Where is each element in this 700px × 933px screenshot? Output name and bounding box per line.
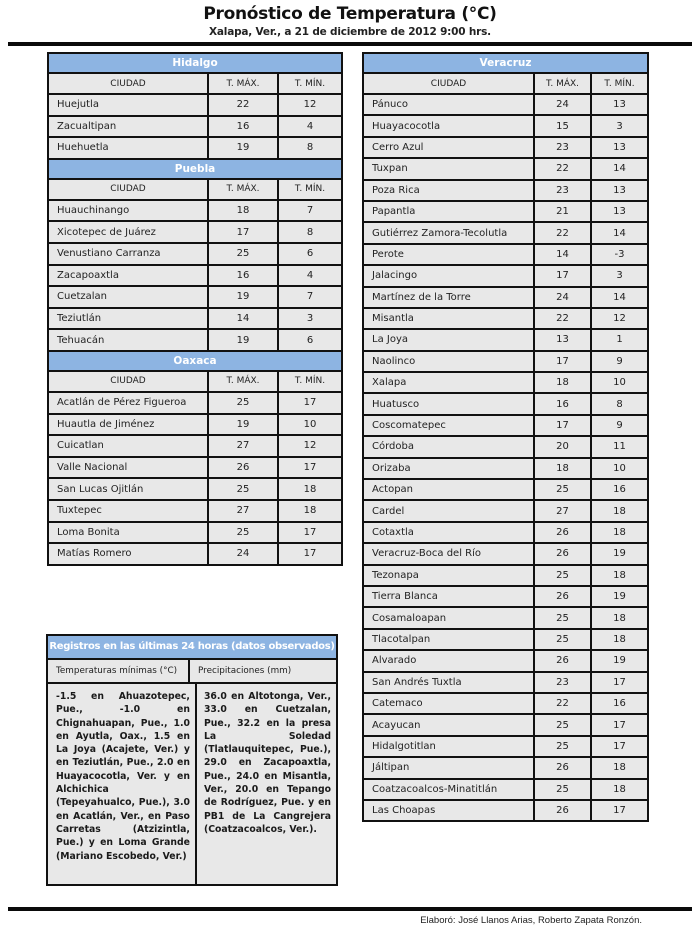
state-header-veracruz: Veracruz <box>363 53 648 73</box>
table-row <box>48 457 342 479</box>
city-name: Huayacocotla <box>363 115 534 136</box>
min-temp: 17 <box>591 672 648 693</box>
table-row <box>363 629 648 650</box>
max-temp: 25 <box>208 243 278 265</box>
column-header-min: T. MÍN. <box>278 179 342 200</box>
min-temp: 13 <box>591 180 648 201</box>
column-header-max: T. MÁX. <box>208 179 278 200</box>
max-temp: 27 <box>534 500 591 521</box>
min-temp: 17 <box>278 392 342 414</box>
min-temp: 6 <box>278 243 342 265</box>
city-name: Cardel <box>363 500 534 521</box>
table-row <box>363 607 648 628</box>
table-row <box>363 244 648 265</box>
max-temp: 23 <box>534 137 591 158</box>
min-temp: 17 <box>278 543 342 565</box>
city-name: Poza Rica <box>363 180 534 201</box>
city-name: San Lucas Ojitlán <box>48 478 208 500</box>
table-row <box>48 392 342 414</box>
min-temp: 4 <box>278 116 342 138</box>
city-name: Huautla de Jiménez <box>48 414 208 436</box>
min-temp: 8 <box>278 137 342 159</box>
max-temp: 24 <box>534 287 591 308</box>
table-row <box>363 372 648 393</box>
min-temp: 13 <box>591 137 648 158</box>
min-temp: 10 <box>278 414 342 436</box>
min-temp: 13 <box>591 201 648 222</box>
city-name: Coatzacoalcos-Minatitlán <box>363 779 534 800</box>
forecast-table-hidalgo-puebla-oaxaca <box>47 52 343 566</box>
table-row <box>363 287 648 308</box>
min-temp: 16 <box>591 693 648 714</box>
precip-label: Precipitaciones (mm) <box>198 666 292 676</box>
min-temp: 10 <box>591 458 648 479</box>
max-temp: 21 <box>534 201 591 222</box>
precip-text: 36.0 en Altotonga, Ver., 33.0 en Cuetzalan, Pue., 32.2 en la presa La Soledad (Tlatlauquitepec, Pue.), 29.0 en Zacapoaxtla, Pue., 24.0 en Misantla, Ver., 20.0 en Tepango de Rodríguez, Pue. y en PB1 de La Cangrejera (Coatzacoalcos, Ver.). <box>203 691 331 835</box>
max-temp: 25 <box>534 736 591 757</box>
min-temp: 18 <box>591 607 648 628</box>
min-temp: 14 <box>591 158 648 179</box>
table-row <box>363 265 648 286</box>
min-temp: 18 <box>591 565 648 586</box>
min-temp: 9 <box>591 415 648 436</box>
city-name: Gutiérrez Zamora-Tecolutla <box>363 222 534 243</box>
min-temp: 17 <box>278 457 342 479</box>
table-row <box>363 800 648 821</box>
min-temp: 17 <box>278 522 342 544</box>
city-name: Loma Bonita <box>48 522 208 544</box>
max-temp: 16 <box>208 116 278 138</box>
min-temp: 11 <box>591 436 648 457</box>
min-temp: 12 <box>591 308 648 329</box>
top-divider <box>8 42 692 46</box>
city-name: Tehuacán <box>48 329 208 351</box>
min-temp: 18 <box>591 500 648 521</box>
min-temp: 12 <box>278 435 342 457</box>
table-row <box>363 779 648 800</box>
column-header-city: CIUDAD <box>48 73 208 94</box>
table-row <box>363 436 648 457</box>
table-row <box>48 94 342 116</box>
state-header-hidalgo: Hidalgo <box>48 53 342 73</box>
max-temp: 27 <box>208 435 278 457</box>
table-row <box>363 180 648 201</box>
table-row <box>48 543 342 565</box>
min-temp: 19 <box>591 650 648 671</box>
table-row <box>363 714 648 735</box>
table-row <box>48 221 342 243</box>
city-name: Cosamaloapan <box>363 607 534 628</box>
page-title: Pronóstico de Temperatura (°C) <box>203 4 497 24</box>
column-header-min: T. MÍN. <box>591 73 648 94</box>
max-temp: 25 <box>534 779 591 800</box>
max-temp: 25 <box>534 479 591 500</box>
city-name: Actopan <box>363 479 534 500</box>
table-row <box>363 415 648 436</box>
min-temp: 6 <box>278 329 342 351</box>
city-name: Acayucan <box>363 714 534 735</box>
city-name: Perote <box>363 244 534 265</box>
city-name: Huehuetla <box>48 137 208 159</box>
table-row <box>363 500 648 521</box>
table-row <box>363 94 648 115</box>
min-temp: 19 <box>591 543 648 564</box>
max-temp: 14 <box>534 244 591 265</box>
max-temp: 16 <box>208 265 278 287</box>
city-name: Matías Romero <box>48 543 208 565</box>
min-temp: -3 <box>591 244 648 265</box>
min-temp: 16 <box>591 479 648 500</box>
max-temp: 18 <box>534 372 591 393</box>
table-row <box>48 435 342 457</box>
city-name: Huauchinango <box>48 200 208 222</box>
table-row <box>363 458 648 479</box>
city-name: Veracruz-Boca del Río <box>363 543 534 564</box>
min-temp-text: -1.5 en Ahuazotepec, Pue., -1.0 en Chignahuapan, Pue., 1.0 en Ayutla, Oax., 1.5 en La Joya (Acajete, Ver.) y en Teziutlán, Pue., 2.0 en Huayacocotla, Ver. y en Alchichica (Tepeyahualco, Pue.), 3.0 en Acatlán, Ver., en Paso Carretas (Atzizintla, Pue.) y en Loma Grande (Mariano Escobedo, Ver.) <box>48 684 197 886</box>
city-name: Xicotepec de Juárez <box>48 221 208 243</box>
max-temp: 26 <box>534 800 591 821</box>
table-row <box>363 565 648 586</box>
table-row <box>363 522 648 543</box>
max-temp: 14 <box>208 308 278 330</box>
table-row <box>363 650 648 671</box>
table-row <box>48 329 342 351</box>
city-name: Misantla <box>363 308 534 329</box>
min-temp: 14 <box>591 222 648 243</box>
column-header-max: T. MÁX. <box>208 73 278 94</box>
city-name: Zacualtipan <box>48 116 208 138</box>
max-temp: 22 <box>208 94 278 116</box>
city-name: Catemaco <box>363 693 534 714</box>
min-temp: 18 <box>591 779 648 800</box>
city-name: San Andrés Tuxtla <box>363 672 534 693</box>
city-name: Córdoba <box>363 436 534 457</box>
max-temp: 17 <box>534 265 591 286</box>
column-header-min: T. MÍN. <box>278 73 342 94</box>
max-temp: 22 <box>534 693 591 714</box>
min-temp: 17 <box>591 800 648 821</box>
max-temp: 25 <box>534 629 591 650</box>
city-name: Huatusco <box>363 393 534 414</box>
city-name: La Joya <box>363 329 534 350</box>
max-temp: 20 <box>534 436 591 457</box>
min-temp: 18 <box>278 500 342 522</box>
min-temp-label: Temperaturas mínimas (°C) <box>48 660 190 682</box>
city-name: Valle Nacional <box>48 457 208 479</box>
min-temp: 7 <box>278 286 342 308</box>
table-row <box>363 672 648 693</box>
max-temp: 27 <box>208 500 278 522</box>
max-temp: 17 <box>534 351 591 372</box>
max-temp: 25 <box>208 392 278 414</box>
max-temp: 19 <box>208 137 278 159</box>
table-row <box>363 115 648 136</box>
table-row <box>363 479 648 500</box>
table-row <box>48 478 342 500</box>
min-temp: 19 <box>591 586 648 607</box>
state-header-puebla: Puebla <box>48 159 342 179</box>
column-header-min: T. MÍN. <box>278 371 342 392</box>
city-name: Tuxpan <box>363 158 534 179</box>
min-temp: 8 <box>278 221 342 243</box>
city-name: Cuicatlan <box>48 435 208 457</box>
table-row <box>48 500 342 522</box>
city-name: Cuetzalan <box>48 286 208 308</box>
column-header-max: T. MÁX. <box>208 371 278 392</box>
city-name: Jalacingo <box>363 265 534 286</box>
table-row <box>48 137 342 159</box>
table-row <box>363 158 648 179</box>
min-temp: 3 <box>278 308 342 330</box>
max-temp: 26 <box>534 650 591 671</box>
city-name: Hidalgotitlan <box>363 736 534 757</box>
city-name: Jáltipan <box>363 757 534 778</box>
table-row <box>363 351 648 372</box>
max-temp: 23 <box>534 180 591 201</box>
table-row <box>48 116 342 138</box>
city-name: Naolinco <box>363 351 534 372</box>
max-temp: 25 <box>208 478 278 500</box>
city-name: Cotaxtla <box>363 522 534 543</box>
min-temp: 3 <box>591 265 648 286</box>
min-temp: 17 <box>591 714 648 735</box>
max-temp: 22 <box>534 222 591 243</box>
max-temp: 18 <box>534 458 591 479</box>
city-name: Alvarado <box>363 650 534 671</box>
table-row <box>48 200 342 222</box>
min-temp: 18 <box>278 478 342 500</box>
max-temp: 17 <box>208 221 278 243</box>
min-temp: 8 <box>591 393 648 414</box>
max-temp: 19 <box>208 286 278 308</box>
city-name: Papantla <box>363 201 534 222</box>
city-name: Tlacotalpan <box>363 629 534 650</box>
column-header-max: T. MÁX. <box>534 73 591 94</box>
column-header-city: CIUDAD <box>48 371 208 392</box>
city-name: Tuxtepec <box>48 500 208 522</box>
city-name: Teziutlán <box>48 308 208 330</box>
column-header-city: CIUDAD <box>48 179 208 200</box>
max-temp: 26 <box>534 757 591 778</box>
observations-title: Registros en las últimas 24 horas (datos observados) <box>48 636 336 660</box>
table-row <box>363 308 648 329</box>
table-row <box>48 522 342 544</box>
city-name: Coscomatepec <box>363 415 534 436</box>
max-temp: 17 <box>534 415 591 436</box>
table-row <box>363 393 648 414</box>
max-temp: 19 <box>208 329 278 351</box>
credit-line: Elaboró: José Llanos Arias, Roberto Zapata Ronzón. <box>420 915 642 926</box>
min-temp: 12 <box>278 94 342 116</box>
max-temp: 26 <box>534 522 591 543</box>
max-temp: 26 <box>534 586 591 607</box>
city-name: Tierra Blanca <box>363 586 534 607</box>
table-row <box>48 265 342 287</box>
min-temp: 18 <box>591 629 648 650</box>
bottom-divider <box>8 907 692 911</box>
table-row <box>363 693 648 714</box>
city-name: Pánuco <box>363 94 534 115</box>
max-temp: 24 <box>208 543 278 565</box>
city-name: Orizaba <box>363 458 534 479</box>
forecast-table-veracruz <box>362 52 649 822</box>
min-temp: 4 <box>278 265 342 287</box>
observations-panel <box>46 634 338 886</box>
max-temp: 26 <box>208 457 278 479</box>
city-name: Huejutla <box>48 94 208 116</box>
table-row <box>363 757 648 778</box>
max-temp: 26 <box>534 543 591 564</box>
table-row <box>48 414 342 436</box>
column-header-city: CIUDAD <box>363 73 534 94</box>
max-temp: 25 <box>534 565 591 586</box>
min-temp: 10 <box>591 372 648 393</box>
table-row <box>363 329 648 350</box>
max-temp: 22 <box>534 158 591 179</box>
min-temp: 3 <box>591 115 648 136</box>
table-row <box>48 286 342 308</box>
min-temp: 18 <box>591 757 648 778</box>
state-header-oaxaca: Oaxaca <box>48 351 342 371</box>
city-name: Las Choapas <box>363 800 534 821</box>
city-name: Tezonapa <box>363 565 534 586</box>
min-temp: 14 <box>591 287 648 308</box>
city-name: Xalapa <box>363 372 534 393</box>
min-temp: 17 <box>591 736 648 757</box>
table-row <box>363 736 648 757</box>
max-temp: 25 <box>534 714 591 735</box>
max-temp: 24 <box>534 94 591 115</box>
table-row <box>363 586 648 607</box>
table-row <box>363 137 648 158</box>
max-temp: 23 <box>534 672 591 693</box>
city-name: Acatlán de Pérez Figueroa <box>48 392 208 414</box>
table-row <box>363 201 648 222</box>
max-temp: 15 <box>534 115 591 136</box>
min-temp: 13 <box>591 94 648 115</box>
min-temp: 7 <box>278 200 342 222</box>
city-name: Martínez de la Torre <box>363 287 534 308</box>
max-temp: 25 <box>534 607 591 628</box>
city-name: Zacapoaxtla <box>48 265 208 287</box>
table-row <box>363 543 648 564</box>
max-temp: 13 <box>534 329 591 350</box>
max-temp: 16 <box>534 393 591 414</box>
max-temp: 18 <box>208 200 278 222</box>
max-temp: 25 <box>208 522 278 544</box>
city-name: Cerro Azul <box>363 137 534 158</box>
max-temp: 19 <box>208 414 278 436</box>
table-row <box>363 222 648 243</box>
table-row <box>48 243 342 265</box>
city-name: Venustiano Carranza <box>48 243 208 265</box>
min-temp: 1 <box>591 329 648 350</box>
max-temp: 22 <box>534 308 591 329</box>
min-temp: 9 <box>591 351 648 372</box>
table-row <box>48 308 342 330</box>
page-subtitle: Xalapa, Ver., a 21 de diciembre de 2012 9:00 hrs. <box>209 26 491 38</box>
min-temp: 18 <box>591 522 648 543</box>
